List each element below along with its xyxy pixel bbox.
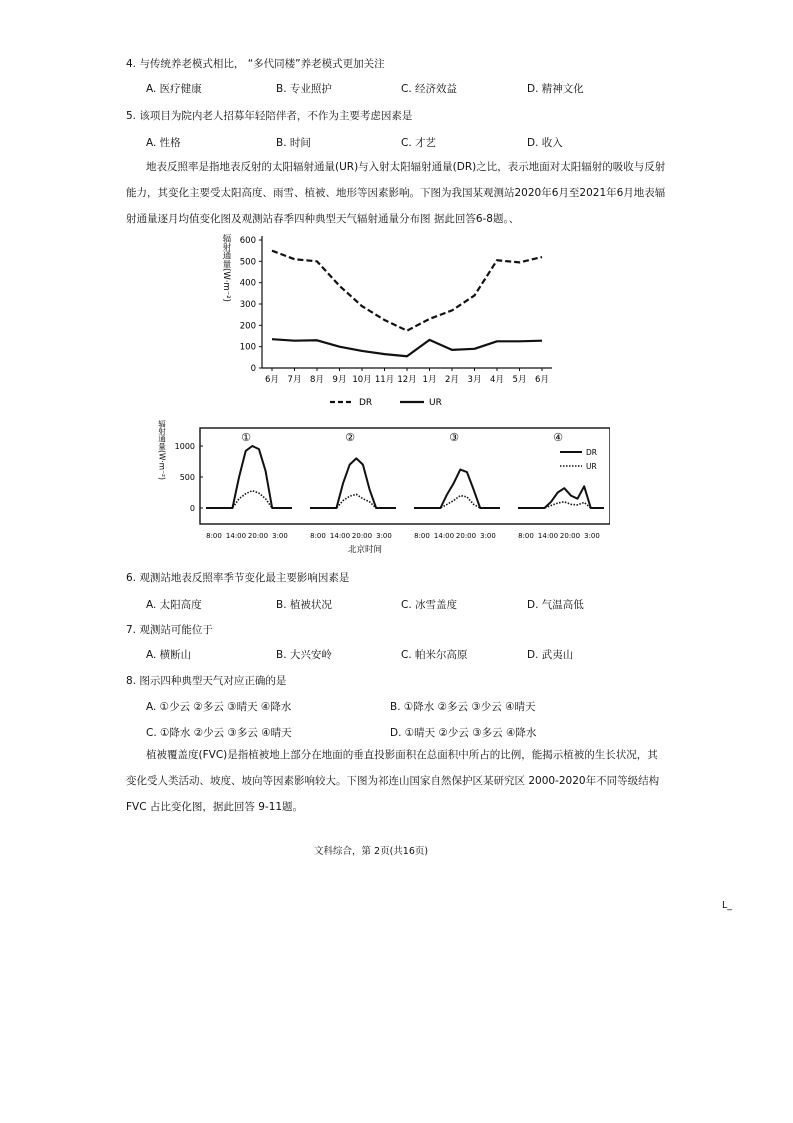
q4-stem: 4. 与传统养老模式相比， “多代同楼”养老模式更加关注 [126,58,385,70]
chart2-x-tick-label: 14:00 [329,532,351,540]
q5-option-a[interactable]: A. 性格 [146,137,181,149]
q8-option-b[interactable]: B. ①降水 ②多云 ③少云 ④晴天 [390,701,536,713]
chart1-x-tick-label: 2月 [445,375,459,385]
chart2-x-tick-label: 3:00 [480,532,496,540]
chart2-x-tick-label: 8:00 [206,532,222,540]
chart2-x-axis-label: 北京时间 [347,545,383,555]
q5-option-b[interactable]: B. 时间 [276,137,311,149]
chart1-y-tick-label: 200 [239,321,256,332]
chart1-x-tick-label: 10月 [352,375,372,385]
q7-option-a[interactable]: A. 横断山 [146,649,192,661]
corner-mark: L_ [722,900,733,911]
chart2-frame [200,428,610,524]
chart2-panel1-dr-line [206,446,292,508]
q4-option-a[interactable]: A. 医疗健康 [146,83,202,95]
chart1-y-tick-label: 0 [250,364,256,374]
chart1-x-tick-label: 8月 [310,375,324,385]
chart2-panel-label: ③ [449,431,459,444]
chart2-x-tick-label: 3:00 [584,532,600,540]
q7-option-b[interactable]: B. 大兴安岭 [276,649,332,661]
chart2-panel1-ur-line [206,491,292,508]
q6-option-a[interactable]: A. 太阳高度 [146,599,202,611]
chart2-x-tick-label: 20:00 [455,532,477,540]
chart2-panel-label: ② [345,431,355,444]
chart1-y-tick-label: 300 [239,300,256,310]
q7-stem: 7. 观测站可能位于 [126,624,213,636]
q8-option-d[interactable]: D. ①晴天 ②少云 ③多云 ④降水 [390,727,537,739]
chart1-x-tick-label: 1月 [422,375,437,385]
chart2-x-tick-label: 8:00 [310,532,326,540]
chart2-x-tick-label: 20:00 [559,532,581,540]
chart1-y-tick-label: 500 [239,257,256,268]
chart1-x-tick-label: 12月 [397,375,417,385]
chart2-panel3-ur-line [414,496,500,508]
chart2-panel-label: ① [241,431,251,444]
chart2-y-tick-label: 1000 [174,442,195,451]
chart2-panel3-dr-line [414,470,500,508]
chart2-x-tick-label: 14:00 [225,532,247,540]
chart2-x-tick-label: 8:00 [518,532,534,540]
material-paragraph-2 [126,742,666,820]
chart1-x-tick-label: 4月 [490,375,504,385]
chart2-y-tick-label: 0 [189,504,195,513]
q7-option-d[interactable]: D. 武夷山 [527,649,574,661]
q8-stem: 8. 图示四种典型天气对应正确的是 [126,675,287,687]
q6-stem: 6. 观测站地表反照率季节变化最主要影响因素是 [126,572,350,584]
chart1-x-tick-label: 6月 [535,375,549,385]
chart2-panel2-dr-line [310,458,396,508]
chart1-x-tick-label: 6月 [265,375,279,385]
chart2-x-tick-label: 3:00 [272,532,288,540]
chart2-y-tick-label: 500 [179,473,195,482]
weather-flux-chart [150,420,610,560]
chart2-y-axis-label: 辐射通量(W·m⁻²) [157,420,167,480]
q6-option-c[interactable]: C. 冰雪盖度 [401,599,458,611]
page-footer: 文科综合，第 2页(共16页) [314,846,429,857]
chart1-x-tick-label: 11月 [374,375,395,385]
q6-option-d[interactable]: D. 气温高低 [527,599,584,611]
chart2-panel-label: ④ [553,431,563,444]
chart2-legend-label-ur: UR [586,462,597,471]
chart2-x-tick-label: 14:00 [537,532,559,540]
q6-option-b[interactable]: B. 植被状况 [276,599,332,611]
chart2-panel4-dr-line [518,486,604,508]
chart1-series-line-ur [272,339,542,356]
chart1-legend-label-dr: DR [359,398,373,408]
chart1-y-tick-label: 100 [239,342,256,353]
material-2-text: 植被覆盖度(FVC)是指植被地上部分在地面的垂直投影面积在总面积中所占的比例，能揭示植被的生长状况，其变化受人类活动、坡度、坡向等因素影响较大。下图为祁连山国家自然保护区某研究区 2000-2020年不同等级结构FVC 占比变化图，据此回答 9-11题。 [126,749,660,813]
chart1-x-tick-label: 7月 [287,375,302,385]
chart2-x-tick-label: 8:00 [414,532,430,540]
q7-option-c[interactable]: C. 帕米尔高原 [401,649,468,661]
q8-option-a[interactable]: A. ①少云 ②多云 ③晴天 ④降水 [146,701,292,713]
material-paragraph-1 [126,154,666,232]
chart2-panel2-ur-line [310,494,396,508]
chart1-y-tick-label: 600 [239,236,256,246]
material-1-text: 地表反照率是指地表反射的太阳辐射通量(UR)与入射太阳辐射通量(DR)之比，表示地面对太阳辐射的吸收与反射能力，其变化主要受太阳高度、雨雪、植被、地形等因素影响。下图为我国某观测站2020年6月至2021年6月地表辐射通量逐月均值变化图及观测站春季四种典型天气辐射通量分布图 据此回答6-8题。、 [126,161,666,225]
monthly-flux-chart [210,228,570,418]
chart1-y-axis-label: 辐射通量(W·m⁻²) [221,234,231,302]
chart1-legend-label-ur: UR [429,398,442,408]
q5-option-c[interactable]: C. 才艺 [401,137,437,149]
q4-option-b[interactable]: B. 专业照护 [276,83,332,95]
chart2-x-tick-label: 20:00 [247,532,269,540]
q4-option-d[interactable]: D. 精神文化 [527,83,584,95]
chart1-x-tick-label: 3月 [467,375,482,385]
chart1-series-line-dr [272,251,542,331]
q5-stem: 5. 该项目为院内老人招募年轻陪伴者，不作为主要考虑因素是 [126,110,413,122]
q8-option-c[interactable]: C. ①降水 ②少云 ③多云 ④晴天 [146,727,292,739]
q4-option-c[interactable]: C. 经济效益 [401,83,458,95]
chart2-x-tick-label: 14:00 [433,532,455,540]
chart1-x-tick-label: 5月 [512,375,527,385]
chart1-x-tick-label: 9月 [332,375,347,385]
chart2-legend-label-dr: DR [586,448,597,457]
chart2-x-tick-label: 3:00 [376,532,392,540]
chart2-x-tick-label: 20:00 [351,532,373,540]
chart1-y-tick-label: 400 [239,278,256,289]
q5-option-d[interactable]: D. 收入 [527,137,563,149]
